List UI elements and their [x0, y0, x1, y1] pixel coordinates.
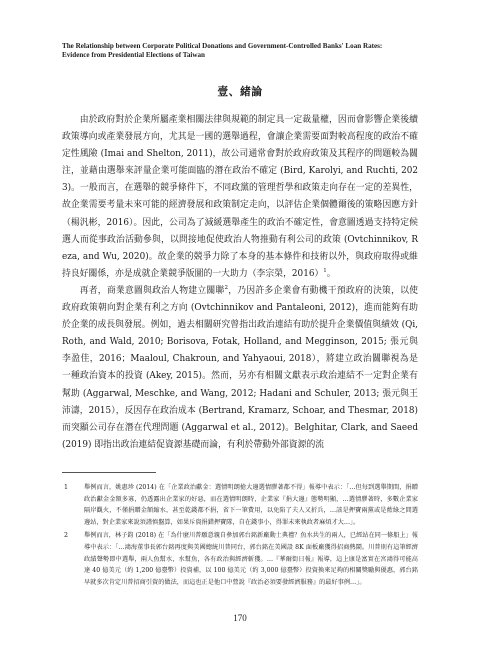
footnote-divider	[62, 472, 156, 473]
paragraph-1	[62, 112, 418, 283]
footnote-2-number: 2	[64, 532, 68, 540]
footnote-2	[62, 530, 418, 588]
paragraph-1-end: 。	[326, 268, 336, 279]
paragraph-2	[62, 283, 418, 454]
footnote-marker-2[interactable]: 2	[224, 285, 228, 291]
footnotes	[62, 482, 418, 590]
footnote-marker-1[interactable]: 1	[323, 267, 327, 274]
paragraph-2-end: ，乃因許多企業會有動機干預政府的決策，以使政府政策朝向對企業有利之方向 (Ovtchinnikov and Pantaleoni, 2012)，進而能夠有助於企業的成長與發展。例如，過去相關研究曾指出政治連結有助於提升企業價值與績效 (Qi, Roth, and Wald, 2010; Borisova, Fotak, Holland, and Megginson, 2015; 張元與李盈佳，2016；Maaloul, Chakroun, and Yahyaoui, 2018），將建立政治關聯視為是一種政治資本的投資 (Akey, 2015)。然而，另亦有相關文獻表示政治連結不一定對企業有幫助 (Aggarwal, Meschke, and Wang, 2012; Hadani and Schuler, 2013; 張元與王沛濤，2015），反因存在政治成本 (Bertrand, Kramarz, Schoar, and Thesmar, 2018) 而突顯公司存在潛在代理問題 (Aggarwal et al., 2012)。Belghitar, Clark, and Saeed (2019) 即指出政治連結促資源基礎而論，有利於帶動外部資源的流	[62, 285, 419, 450]
section-title: 壹、緒論	[217, 85, 263, 98]
footnote-1	[62, 482, 418, 528]
footnote-2-text: 舉例而言，林子鈞 (2018) 在「為什麼川普願意親自參加郭台銘新廠動土典禮？魚水共生的兩人，已經站在同一條船上」報導中表示：「…鴻海董事長郭台銘再度與美國總統川普同台，郭台銘在美國設 8K 面板廠獲得招商熱鬧。川普則有這筆經濟政績聲勢即中選舉，兩人魚幫水，水幫魚，各有政治與經濟斬獲。…『華爾街日報』報導，這上康是富實在宮鴻得可能高達 40 億美元（約 1,200 億臺幣）投資補，以 100 億美元（約 3,000 億臺幣）投資換來足夠的相關獎勵與優惠，郭台銘早就多次肯定川普招商引資的做法，而這也正是他口中營說『政治必須要發經濟服務』的最好事例…」。	[84, 532, 418, 586]
running-head-line-1: The Relationship between Corporate Political Donations and Government-Controlled Banks' Loan Rates:	[62, 42, 383, 50]
body-text	[62, 112, 418, 454]
running-head-line-2: Evidence from Presidential Elections of Taiwan	[62, 51, 205, 60]
footnote-1-number: 1	[64, 484, 68, 491]
page-number: 170	[233, 613, 247, 623]
paragraph-2-text: 再者，商業意圖與政治人物建立關聯	[79, 285, 225, 296]
footnote-1-text: 舉例而言，姚惠珍 (2014) 在「企業政治獻金：選情明朗搶大邊選情膠著都不得」報導中表示：「…但每到選舉期間，捐贈政治獻金金額多寡，仍透露出企業家的好惡，而在選情明朗時，企業家『捐大邊』態勢明顯，…選情膠著時，多數企業家隔岸觀火，不僅捐贈金額縮水，甚至乾錢都不捐，省下一筆費用，以免陷了夫人又折兵，…該是押寶兩黨或是藍綠之間選邊站，對企業家來說須謹慎盤算，如果斥資捐錯押寶隊，自在錢事小，得罪未來執政者麻煩才大…」。	[84, 484, 418, 526]
paragraph-1-text: 由於政府對於企業所屬產業相關法律與規範的制定具一定裁量權，因而會影響企業後續政策導向或產業發展方向，尤其是一國的選舉過程，會讓企業需要面對較高程度的政治不確定性風險 (Imai and Shelton, 2011)，故公司通常會對於政府政策及其程序的問題較為關注，並藉由選舉來評量企業可能面臨的潛在政治不確定 (Bird, Karolyi, and Ruchti, 2023)。一般而言，在選舉的競爭條件下，不同政黨的管理哲學和政策走向存在一定的差異性，故企業需要考量未來可能的經濟發展和政策制定走向，以評估企業個體爾後的策略因應方針（楊汎彬，2016）。因此，公司為了減緩選舉產生的政治不確定性，會意圖透過支持特定候選人而從事政治活動參與，以問接地促使政治人物推動有利公司的政策 (Ovtchinnikov, Reza, and Wu, 2020)。故企業的競爭力除了本身的基本條件和技術以外，與政府取得或維持良好關係，亦是成就企業競爭版圖的一大助力（李宗榮，2016）	[62, 115, 418, 279]
running-head	[62, 42, 422, 61]
